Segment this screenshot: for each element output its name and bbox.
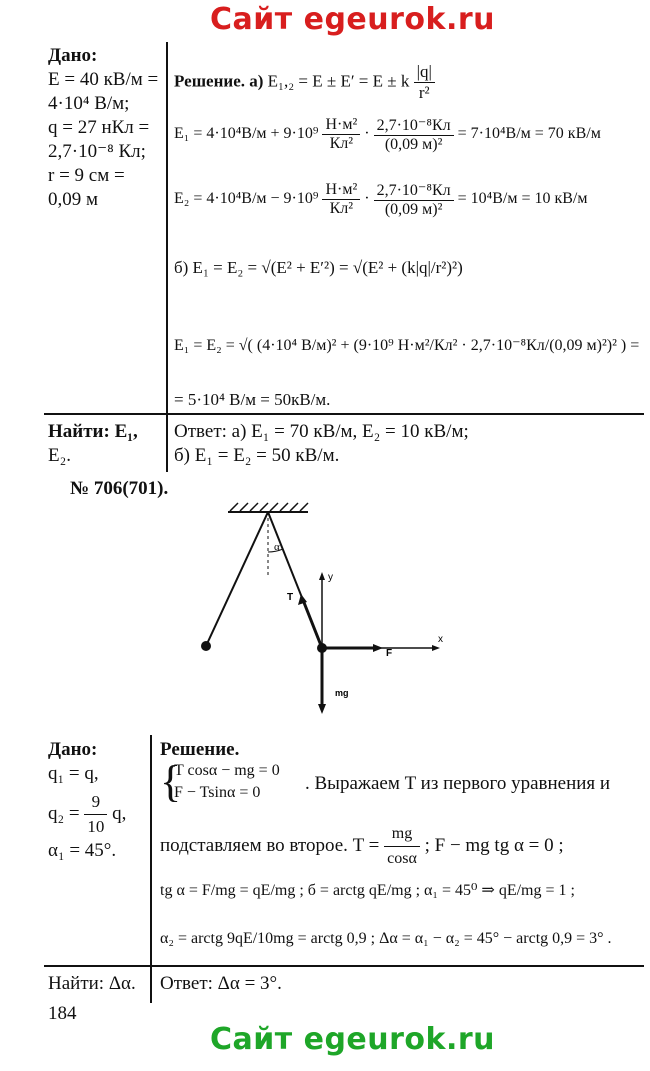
solution-line-2: подставляем во второе. T = $\frac{mg}{\cos\alpha}$ ; F − mg tg α = 0 ; bbox=[160, 822, 564, 871]
table-horizontal-rule-2 bbox=[44, 965, 644, 967]
system-eq-1: T cosα − mg = 0 bbox=[174, 762, 280, 779]
table-vertical-rule-2 bbox=[150, 735, 152, 1003]
system-eq-2: F − Tsinα = 0 bbox=[174, 784, 261, 801]
site-header: Сайт egeurok.ru bbox=[210, 2, 496, 37]
solution-line-3: tg α = F/mg = qE/mg ; б = arctg qE/mg ; α₁ = 45⁰ ⇒ qE/mg = 1 ; bbox=[160, 882, 575, 899]
formula-b-full: E₁ = E₂ = √( (4·10⁴ В/м)² + (9·10⁹ Н·м²/Кл² · 2,7·10⁻⁸Кл/(0,09 м)²)² ) = bbox=[174, 337, 640, 354]
given-line: 4·10⁴ В/м; bbox=[48, 93, 130, 114]
fraction-value: $\frac{\text{2,7·10⁻⁸Кл}}{\text{(0,09 м)²}}$ bbox=[374, 180, 454, 219]
solution-line-4: α₂ = arctg 9qE/10mg = arctg 0,9 ; Δα = α₁ − α₂ = 45° − arctg 0,9 = 3° . bbox=[160, 930, 612, 947]
tension-vector bbox=[303, 600, 322, 648]
answer-2: Ответ: Δα = 3°. bbox=[160, 973, 282, 994]
ceiling-hatching bbox=[230, 503, 308, 511]
y-axis-label: y bbox=[328, 572, 333, 583]
weight-arrow bbox=[318, 704, 326, 714]
find-line: Найти: E₁, bbox=[48, 421, 138, 442]
given-block bbox=[48, 44, 158, 212]
force-label: F bbox=[386, 648, 393, 659]
formula-e12: E₁,₂ = E ± E′ = E ± k bbox=[267, 71, 410, 91]
fraction-q-r2: $\frac{|q|}{\text{r²}}$ bbox=[414, 62, 435, 103]
table-horizontal-rule bbox=[44, 413, 644, 415]
answer-block bbox=[174, 420, 469, 468]
answer-b: б) E₁ = E₂ = 50 кВ/м. bbox=[174, 445, 340, 466]
site-footer: Сайт egeurok.ru bbox=[210, 1022, 496, 1057]
pendulum-diagram bbox=[190, 500, 470, 720]
system-brace: { bbox=[160, 757, 182, 806]
given-line: q₂ = $\frac{9}{10}$ q, bbox=[48, 790, 126, 839]
system-comment: . Выражаем T из первого уравнения и bbox=[305, 773, 611, 794]
ball-left bbox=[201, 641, 211, 651]
fraction-value: $\frac{\text{2,7·10⁻⁸Кл}}{\text{(0,09 м)²}}$ bbox=[374, 115, 454, 154]
find-block bbox=[48, 420, 138, 468]
thread-left bbox=[206, 512, 268, 646]
fraction-q2: $\frac{9}{10}$ bbox=[84, 790, 107, 839]
given-line: 2,7·10⁻⁸ Кл; bbox=[48, 141, 146, 162]
given-line: α₁ = 45°. bbox=[48, 840, 117, 861]
solution-a-line bbox=[174, 62, 435, 103]
formula-b: б) E₁ = E₂ = √(E² + E′²) = √(E² + (k|q|/r²)²) bbox=[174, 258, 463, 277]
find-line-2: Найти: Δα. bbox=[48, 973, 136, 994]
given-line: r = 9 см = bbox=[48, 165, 125, 186]
formula-b-result: = 5·10⁴ В/м = 50кВ/м. bbox=[174, 390, 331, 409]
fraction-mg-cos: $\frac{mg}{\cos\alpha}$ bbox=[384, 822, 420, 871]
formula-e1: E₁ = 4·10⁴В/м + 9·10⁹ $\frac{\text{Н·м²}}{\text{Кл²}}$ · $\frac{\text{2,7·10⁻⁸Кл}}{\text{(0,09 м)²}}$ = 7·10⁴В/м = 70 кВ/м bbox=[174, 116, 601, 153]
x-axis-arrow bbox=[432, 645, 440, 651]
solution-label: Решение. а) bbox=[174, 71, 264, 91]
x-axis-label: x bbox=[438, 634, 443, 645]
page-number: 184 bbox=[48, 1003, 77, 1024]
formula-e2: E₂ = 4·10⁴В/м − 9·10⁹ $\frac{\text{Н·м²}}{\text{Кл²}}$ · $\frac{\text{2,7·10⁻⁸Кл}}{\text{(0,09 м)²}}$ = 10⁴В/м = 10 кВ/м bbox=[174, 181, 588, 218]
find-line: E₂. bbox=[48, 445, 71, 466]
fraction-units: $\frac{\text{Н·м²}}{\text{Кл²}}$ bbox=[322, 116, 360, 153]
table-vertical-rule bbox=[166, 42, 168, 472]
given-line: E = 40 кВ/м = bbox=[48, 69, 159, 90]
given-heading: Дано: bbox=[48, 45, 98, 66]
answer-a: Ответ: а) E₁ = 70 кВ/м, E₂ = 10 кВ/м; bbox=[174, 421, 469, 442]
weight-label: mg bbox=[335, 688, 349, 698]
fraction-units: $\frac{\text{Н·м²}}{\text{Кл²}}$ bbox=[322, 181, 360, 218]
given-heading: Дано: bbox=[48, 739, 98, 760]
problem-number: № 706(701). bbox=[70, 478, 169, 499]
y-axis-arrow bbox=[319, 572, 325, 580]
angle-label: α bbox=[274, 541, 280, 553]
force-arrow bbox=[373, 644, 383, 652]
tension-label: T bbox=[287, 592, 294, 603]
given-line: q₁ = q, bbox=[48, 763, 99, 784]
given-line: q = 27 нКл = bbox=[48, 117, 150, 138]
solution-label-2: Решение. bbox=[160, 739, 240, 760]
given-block-2 bbox=[48, 738, 126, 863]
given-line: 0,09 м bbox=[48, 189, 99, 210]
